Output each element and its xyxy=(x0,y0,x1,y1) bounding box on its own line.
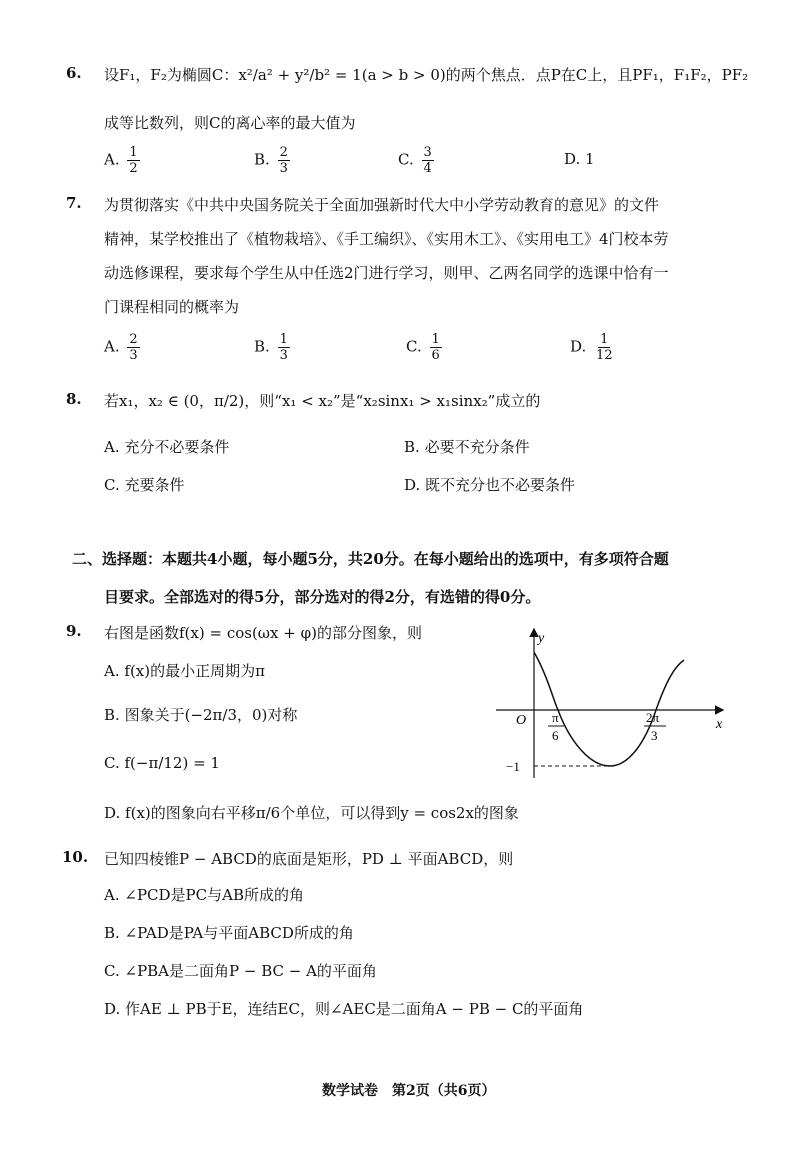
q6-option-c-fraction xyxy=(422,145,434,176)
q7-option-c-fraction xyxy=(430,332,442,363)
q6-option-a-den: 2 xyxy=(129,161,138,176)
q7-option-a xyxy=(104,332,143,363)
q7-option-a-den: 3 xyxy=(129,348,138,363)
q8-option-c-text: 充要条件 xyxy=(124,476,185,494)
q7-option-d-num: 1 xyxy=(600,332,609,347)
q6-option-d-label: D. xyxy=(564,150,581,168)
q6-number: 6. xyxy=(66,64,82,82)
x-tick-2-num: 2π xyxy=(646,710,660,725)
q9-number: 9. xyxy=(66,622,82,640)
q7-option-c-num: 1 xyxy=(431,332,440,347)
q10-option-a-text: ∠PCD是PC与AB所成的角 xyxy=(124,886,304,904)
q8-option-b xyxy=(404,436,530,457)
q6-option-a-num: 1 xyxy=(129,145,138,160)
q9-option-c-label: C. xyxy=(104,754,120,772)
q7-option-a-num: 2 xyxy=(129,332,138,347)
q8-text: 若x₁，x₂ ∈ (0，π/2)，则“x₁ < x₂”是“x₂sinx₁ > x₁sinx₂”成立的 xyxy=(104,392,541,410)
q7-option-c-label: C. xyxy=(406,337,422,356)
q8-option-a xyxy=(104,436,229,457)
q6-option-b-label: B. xyxy=(254,150,270,169)
q8-option-a-text: 充分不必要条件 xyxy=(124,438,230,456)
q10-option-b-label: B. xyxy=(104,924,120,942)
q9-option-b-label: B. xyxy=(104,706,120,724)
q6-text-line1: 设F₁，F₂为椭圆C：x²/a² + y²/b² = 1(a > b > 0)的两个焦点．点P在C上，且PF₁，F₁F₂，PF₂ xyxy=(104,66,749,84)
y-tick-label: −1 xyxy=(506,759,520,774)
q9-cosine-graph xyxy=(490,622,740,782)
q6-option-b xyxy=(254,145,293,176)
q6-option-b-fraction xyxy=(278,145,290,176)
q9-option-d-text: f(x)的图象向右平移π/6个单位，可以得到y = cos2x的图象 xyxy=(125,804,519,822)
q9-option-b-text: 图象关于(−2π/3，0)对称 xyxy=(124,706,298,724)
q10-option-c-text: ∠PBA是二面角P − BC − A的平面角 xyxy=(124,962,377,980)
q10-option-c xyxy=(104,960,377,981)
q6-option-d xyxy=(564,150,595,168)
q6-option-c xyxy=(398,145,437,176)
q10-option-a-label: A. xyxy=(104,886,120,904)
q9-option-d xyxy=(104,802,519,823)
q7-option-a-fraction xyxy=(127,332,139,363)
q10-number: 10. xyxy=(62,848,89,866)
q7-option-b-num: 1 xyxy=(279,332,288,347)
q10-option-d-label: D. xyxy=(104,1000,121,1018)
q7-option-a-label: A. xyxy=(104,337,120,356)
q6-option-b-den: 3 xyxy=(279,161,288,176)
q10-option-b xyxy=(104,922,354,943)
section2-heading-line2: 目要求。全部选对的得5分，部分选对的得2分，有选错的得0分。 xyxy=(104,588,541,606)
q9-option-a-text: f(x)的最小正周期为π xyxy=(124,662,265,680)
q7-option-b-fraction xyxy=(278,332,290,363)
q8-option-d xyxy=(404,474,575,495)
q10-option-c-label: C. xyxy=(104,962,120,980)
q7-option-c-den: 6 xyxy=(431,348,440,363)
q9-text: 右图是函数f(x) = cos(ωx + φ)的部分图象，则 xyxy=(104,624,422,642)
q9-option-a xyxy=(104,660,265,681)
q6-option-a-label: A. xyxy=(104,150,120,169)
q7-number: 7. xyxy=(66,194,82,212)
q10-option-d-text: 作AE ⊥ PB于E，连结EC，则∠AEC是二面角A − PB − C的平面角 xyxy=(125,1000,584,1018)
q9-option-c-text: f(−π/12) = 1 xyxy=(124,754,220,772)
q9-option-d-label: D. xyxy=(104,804,121,822)
x-axis-label: x xyxy=(716,717,723,732)
x-tick-1-den: 6 xyxy=(552,728,559,743)
q8-option-d-text: 既不充分也不必要条件 xyxy=(425,476,576,494)
q7-text-line3: 动选修课程，要求每个学生从中任选2门进行学习，则甲、乙两名同学的选课中恰有一 xyxy=(104,264,669,282)
q6-option-b-num: 2 xyxy=(279,145,288,160)
q9-option-b xyxy=(104,704,297,725)
q6-option-c-num: 3 xyxy=(423,145,432,160)
q10-text: 已知四棱锥P − ABCD的底面是矩形，PD ⊥ 平面ABCD，则 xyxy=(104,850,514,868)
q10-option-d xyxy=(104,998,583,1019)
cosine-curve xyxy=(534,652,684,766)
origin-label: O xyxy=(516,713,527,728)
q7-option-d-den: 12 xyxy=(596,348,613,363)
q7-option-b-den: 3 xyxy=(279,348,288,363)
q8-option-b-label: B. xyxy=(404,438,420,456)
q6-option-a-fraction xyxy=(127,145,139,176)
q6-option-a xyxy=(104,145,143,176)
q9-option-c xyxy=(104,754,220,772)
q8-number: 8. xyxy=(66,390,82,408)
q7-option-d-fraction xyxy=(594,332,615,363)
q6-option-c-label: C. xyxy=(398,150,414,169)
q7-text-line1: 为贯彻落实《中共中央国务院关于全面加强新时代大中小学劳动教育的意见》的文件 xyxy=(104,196,660,214)
q8-option-a-label: A. xyxy=(104,438,120,456)
q7-option-b-label: B. xyxy=(254,337,270,356)
q7-option-b xyxy=(254,332,293,363)
x-tick-1-num: π xyxy=(552,710,559,725)
q8-option-c xyxy=(104,474,185,495)
q10-option-b-text: ∠PAD是PA与平面ABCD所成的角 xyxy=(124,924,354,942)
x-tick-2-den: 3 xyxy=(651,728,658,743)
section2-heading-line1: 二、选择题：本题共4小题，每小题5分，共20分。在每小题给出的选项中，有多项符合题 xyxy=(72,550,669,568)
q8-option-d-label: D. xyxy=(404,476,421,494)
q7-option-c xyxy=(406,332,445,363)
q7-text-line4: 门课程相同的概率为 xyxy=(104,298,240,316)
y-axis-label: y xyxy=(538,631,545,646)
q8-option-c-label: C. xyxy=(104,476,120,494)
q8-option-b-text: 必要不充分条件 xyxy=(424,438,530,456)
q7-option-d-label: D. xyxy=(570,337,587,356)
q9-option-a-label: A. xyxy=(104,662,120,680)
page-footer: 数学试卷 第2页（共6页） xyxy=(322,1083,496,1099)
q10-option-a xyxy=(104,884,304,905)
q6-option-c-den: 4 xyxy=(423,161,432,176)
q6-text-line2: 成等比数列，则C的离心率的最大值为 xyxy=(104,114,356,132)
q7-option-d xyxy=(570,332,618,363)
q6-option-d-text: 1 xyxy=(585,150,595,168)
q7-text-line2: 精神，某学校推出了《植物栽培》、《手工编织》、《实用木工》、《实用电工》4门校本劳 xyxy=(104,230,669,248)
